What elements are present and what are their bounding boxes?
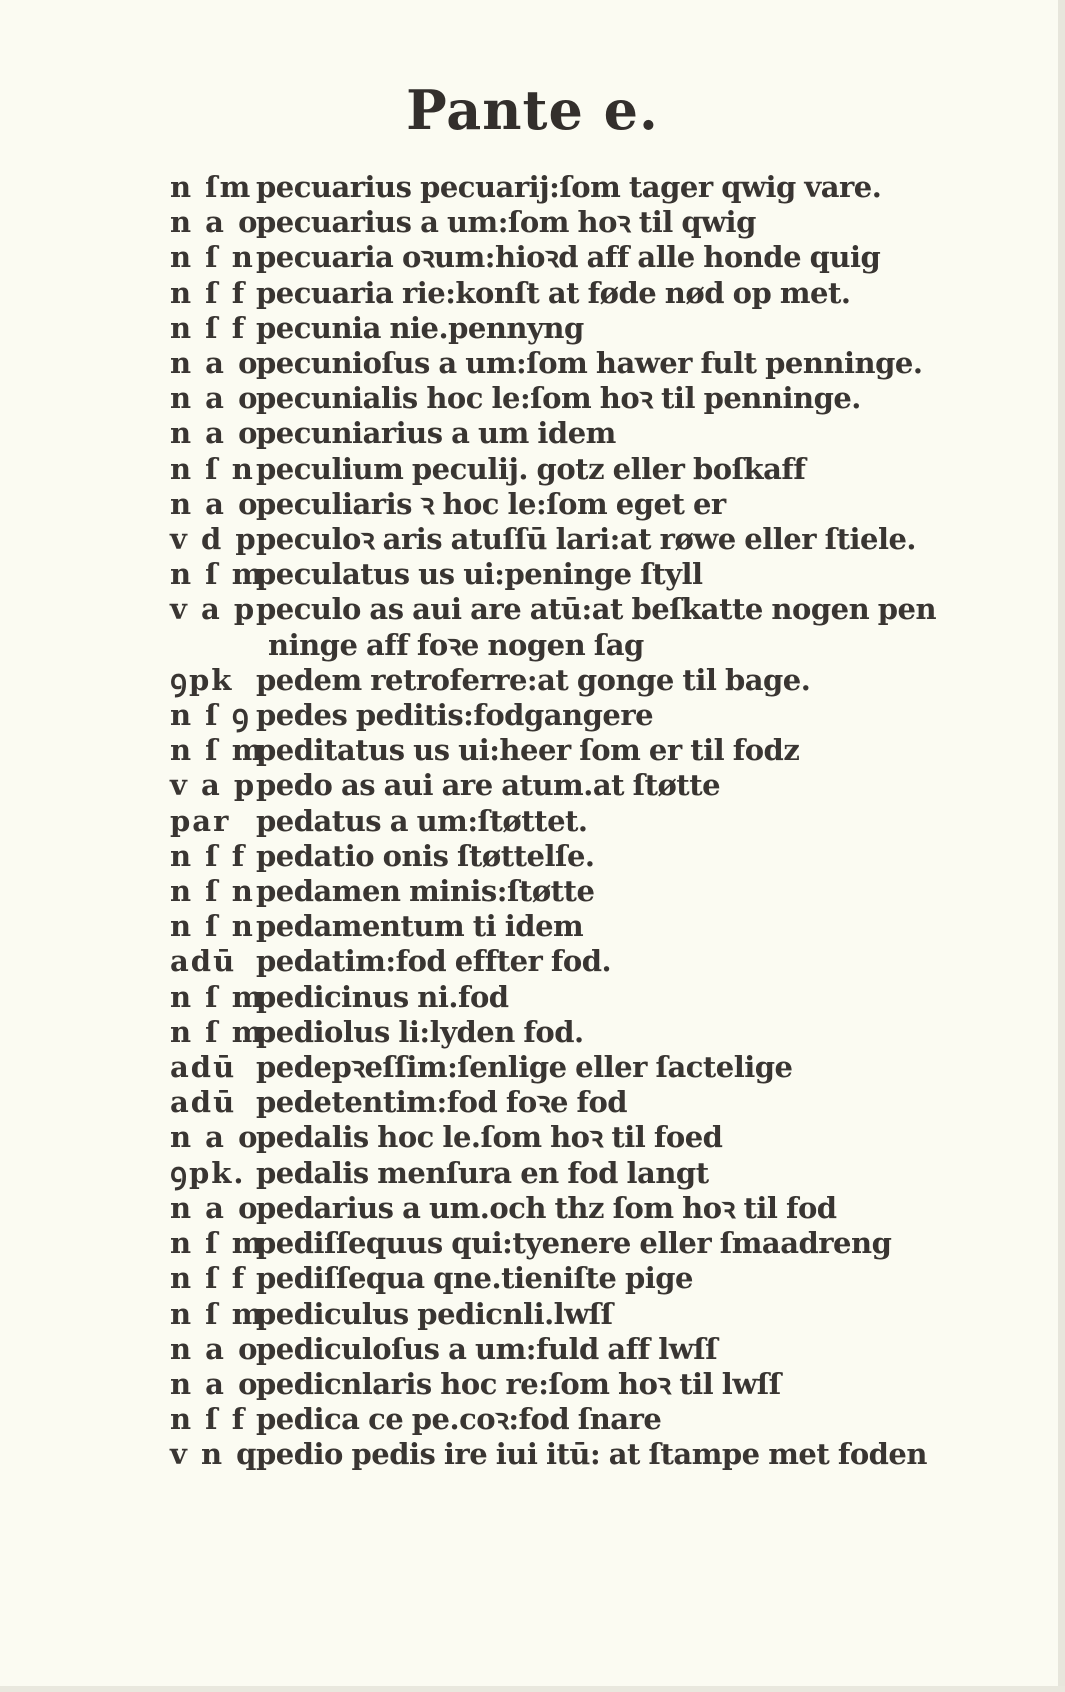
- grammar-code: n ſ m: [170, 1296, 265, 1331]
- dictionary-entry: [170, 416, 930, 451]
- dictionary-entry: [170, 557, 930, 592]
- entry-text: pedamentum ti idem: [256, 909, 584, 944]
- grammar-code: n a o: [170, 1331, 260, 1366]
- page-edge-bottom: [0, 1686, 1065, 1692]
- dictionary-entry: [170, 733, 930, 768]
- grammar-code: n ſ n: [170, 451, 255, 486]
- dictionary-entry: [170, 170, 930, 205]
- dictionary-entry: [170, 487, 930, 522]
- dictionary-entry: [170, 698, 930, 733]
- page-edge-right: [1058, 0, 1065, 1692]
- entry-text: pecunioſus a um:ſom hawer fult penninge.: [256, 346, 923, 381]
- grammar-code: n a o: [170, 486, 260, 521]
- dictionary-entry: [170, 839, 930, 874]
- entry-text: pecuaria oꝛum:hioꝛd aff alle honde quig: [256, 240, 881, 275]
- entry-text: pedalis menſura en fod langt: [256, 1155, 709, 1190]
- entry-text: ninge aff foꝛe nogen ſag: [268, 627, 644, 662]
- entry-text: pediculus pedicnli.lwſſ: [256, 1296, 613, 1331]
- dictionary-entry: [170, 1050, 930, 1085]
- grammar-code: v d p: [170, 522, 258, 557]
- entry-text: pedatim:fod effter fod.: [256, 944, 612, 979]
- grammar-code: n ſm: [170, 170, 253, 204]
- dictionary-entry: [170, 1297, 930, 1332]
- grammar-code: n ſ f: [170, 1402, 247, 1437]
- dictionary-entry: [170, 1085, 930, 1120]
- entry-text: pedepꝛeſſim:ſenlige eller ſactelige: [256, 1050, 793, 1085]
- grammar-code: n ſ m: [170, 1226, 265, 1261]
- entry-text: pedicnlaris hoc re:ſom hoꝛ til lwſſ: [256, 1366, 781, 1401]
- entry-text: pediculoſus a um:fuld aff lwſſ: [256, 1331, 718, 1366]
- dictionary-entry: [170, 1332, 930, 1367]
- grammar-code: v a p: [170, 768, 257, 803]
- entry-continuation-line: [170, 628, 930, 663]
- dictionary-entry: [170, 804, 930, 839]
- entry-text: pedio pedis ire iui itū: at ſtampe met foden: [256, 1437, 927, 1472]
- entry-text: pedes peditis:fodgangere: [256, 698, 654, 733]
- grammar-code: ꝯpk: [170, 662, 234, 697]
- dictionary-entry: [170, 1437, 930, 1472]
- entry-text: pecuarius pecuarij:ſom tager qwig vare.: [256, 170, 882, 204]
- dictionary-entry: [170, 240, 930, 275]
- grammar-code: n ſ f: [170, 1261, 247, 1296]
- dictionary-entry: [170, 276, 930, 311]
- dictionary-entry: [170, 1226, 930, 1261]
- dictionary-entry: [170, 663, 930, 698]
- dictionary-entry: [170, 1367, 930, 1402]
- entry-text: peculatus us ui:peninge ſtyll: [256, 557, 703, 592]
- entry-text: pedica ce pe.coꝛ:fod ſnare: [256, 1402, 662, 1437]
- dictionary-entry: [170, 1261, 930, 1296]
- grammar-code: n a o: [170, 346, 260, 381]
- entry-text: pediſſequus qui:tyenere eller ſmaadreng: [256, 1226, 892, 1261]
- entry-text: peculo as aui are atū:at beſkatte nogen pen: [256, 592, 937, 627]
- page-heading: Pante e.: [406, 78, 659, 142]
- entry-text: pecuniarius a um idem: [256, 416, 616, 451]
- dictionary-entry: [170, 874, 930, 909]
- dictionary-entry: [170, 346, 930, 381]
- dictionary-entry: [170, 205, 930, 240]
- entry-text: pedarius a um.och thz ſom hoꝛ til fod: [256, 1190, 837, 1225]
- dictionary-entry: [170, 452, 930, 487]
- entry-text: pecuarius a um:ſom hoꝛ til qwig: [256, 205, 756, 240]
- entry-text: pedamen minis:ſtøtte: [256, 874, 595, 909]
- entry-text: pediſſequa qne.tieniſte pige: [256, 1261, 693, 1296]
- dictionary-entry: [170, 1120, 930, 1155]
- entry-text: peculoꝛ aris atuſſū lari:at røwe eller ſtiele.: [256, 522, 917, 557]
- dictionary-entry: [170, 980, 930, 1015]
- grammar-code: n a o: [170, 1190, 260, 1225]
- dictionary-entry: [170, 1015, 930, 1050]
- entry-text: pecunia nie.pennyng: [256, 310, 584, 345]
- grammar-code: v n q: [170, 1437, 259, 1472]
- dictionary-entry: [170, 311, 930, 346]
- grammar-code: n a o: [170, 1366, 260, 1401]
- grammar-code: n ſ m: [170, 1014, 265, 1049]
- grammar-code: n ſ f: [170, 310, 247, 345]
- entry-text: pediolus li:lyden fod.: [256, 1014, 584, 1049]
- grammar-code: n a o: [170, 205, 260, 240]
- entry-text: pedo as aui are atum.at ſtøtte: [256, 768, 721, 803]
- grammar-code: adū: [170, 944, 237, 979]
- grammar-code: n ſ n: [170, 874, 255, 909]
- grammar-code: adū: [170, 1050, 237, 1085]
- entry-text: peculiaris ꝛ hoc le:ſom eget er: [256, 486, 726, 521]
- grammar-code: n a o: [170, 381, 260, 416]
- grammar-code: n a o: [170, 1120, 260, 1155]
- entry-text: pecunialis hoc le:ſom hoꝛ til penninge.: [256, 381, 861, 416]
- entry-text: pedicinus ni.fod: [256, 979, 509, 1014]
- entry-text: peculium peculij. gotz eller boſkaff: [256, 451, 806, 486]
- dictionary-entry: [170, 909, 930, 944]
- grammar-code: par: [170, 803, 231, 838]
- grammar-code: n ſ m: [170, 733, 265, 768]
- dictionary-entry: [170, 1402, 930, 1437]
- dictionary-entry: [170, 1156, 930, 1191]
- dictionary-entry: [170, 522, 930, 557]
- entry-text: pedem retroferre:at gonge til bage.: [256, 662, 811, 697]
- grammar-code: n ſ n: [170, 240, 255, 275]
- grammar-code: n ſ m: [170, 979, 265, 1014]
- grammar-code: n a o: [170, 416, 260, 451]
- entry-text: pedalis hoc le.ſom hoꝛ til foed: [256, 1120, 723, 1155]
- dictionary-entry: [170, 592, 937, 627]
- grammar-code: n ſ n: [170, 909, 255, 944]
- entry-text: pedatus a um:ſtøttet.: [256, 803, 588, 838]
- grammar-code: ꝯpk.: [170, 1155, 246, 1190]
- grammar-code: n ſ f: [170, 275, 247, 310]
- grammar-code: n ſ m: [170, 557, 265, 592]
- entry-text: pecuaria rie:konſt at føde nød op met.: [256, 275, 851, 310]
- entry-text: pedetentim:fod foꝛe fod: [256, 1085, 628, 1120]
- entry-text: peditatus us ui:heer ſom er til fodz: [256, 733, 800, 768]
- dictionary-entries: [170, 170, 937, 1473]
- grammar-code: n ſ f: [170, 838, 247, 873]
- entry-text: pedatio onis ſtøttelſe.: [256, 838, 595, 873]
- grammar-code: n ſ ꝯ: [170, 698, 251, 733]
- dictionary-entry: [170, 1191, 930, 1226]
- grammar-code: v a p: [170, 592, 257, 627]
- grammar-code: adū: [170, 1085, 237, 1120]
- dictionary-entry: [170, 944, 930, 979]
- dictionary-entry: [170, 768, 930, 803]
- dictionary-entry: [170, 381, 930, 416]
